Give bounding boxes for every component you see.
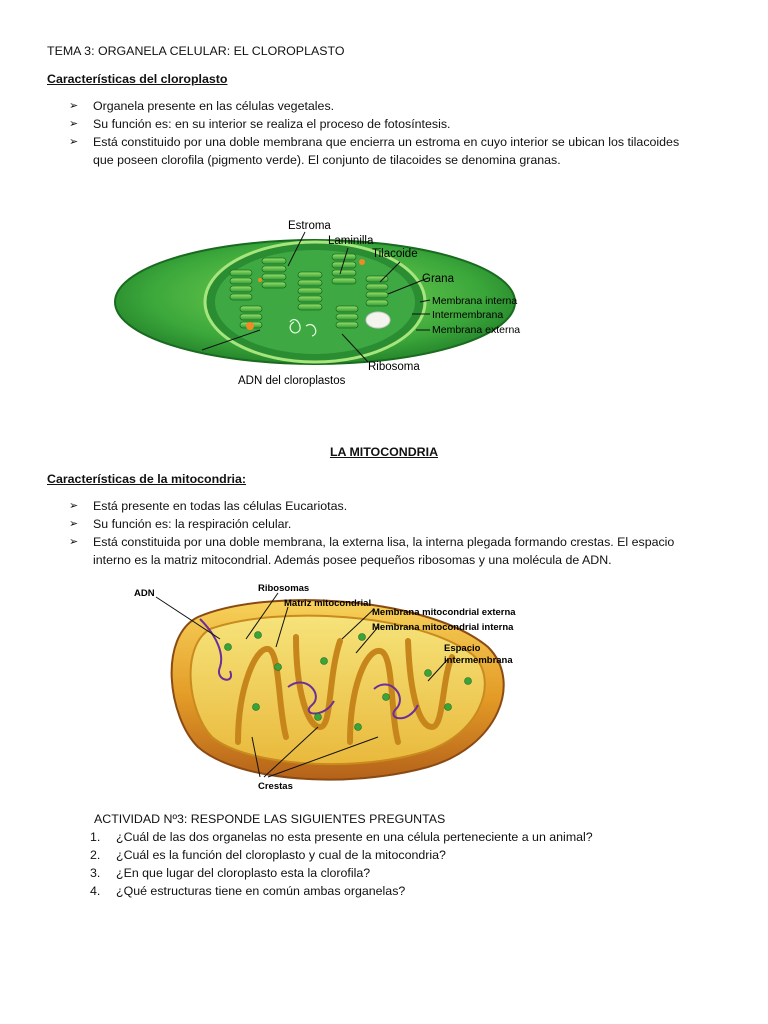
page-title: TEMA 3: ORGANELA CELULAR: EL CLOROPLASTO — [47, 44, 345, 58]
mitochondria-diagram — [128, 577, 548, 802]
label-intermembrana: intermembrana — [444, 655, 513, 666]
mitochondria-heading: Características de la mitocondria: — [47, 472, 247, 486]
question-item: 3. ¿En que lugar del cloroplasto esta la clorofila? — [90, 866, 371, 880]
label-crestas: Crestas — [258, 781, 293, 792]
matrix — [191, 616, 485, 765]
label-intermembrana: Intermembrana — [432, 309, 504, 321]
chloroplast-bullet-list — [47, 97, 747, 169]
question-list — [90, 828, 730, 900]
label-ribosoma: Ribosoma — [368, 361, 420, 373]
label-adn: ADN — [134, 588, 155, 599]
chloroplast-diagram — [110, 210, 540, 395]
chloroplast-heading: Características del cloroplasto — [47, 72, 228, 86]
label-grana: Grana — [422, 273, 454, 285]
bullet-arrow-icon: ➢ — [69, 118, 79, 130]
bullet-arrow-icon: ➢ — [69, 136, 79, 148]
bullet-arrow-icon: ➢ — [69, 518, 79, 530]
question-item: 2. ¿Cuál es la función del cloroplasto y cual de la mitocondria? — [90, 848, 446, 862]
label-espacio: Espacio — [444, 643, 481, 654]
label-adn-cloroplasto: ADN del cloroplastos — [238, 375, 346, 387]
label-ribosomas: Ribosomas — [258, 583, 310, 594]
question-item: 4. ¿Qué estructuras tiene en común ambas organelas? — [90, 884, 406, 898]
starch-granule — [366, 312, 390, 328]
label-membrana-interna: Membrana interna — [432, 295, 518, 307]
label-membrana-externa: Membrana mitocondrial externa — [372, 607, 516, 618]
label-membrana-externa: Membrana externa — [432, 324, 521, 336]
bullet-arrow-icon: ➢ — [69, 500, 79, 512]
bullet-arrow-icon: ➢ — [69, 536, 79, 548]
list-item: ➢ Está constituido por una doble membrana que encierra un estroma en cuyo interior se ubican los tilacoides que poseen clorofila (pigmento verde). El conjunto de tilacoides se denomina granas. — [69, 135, 680, 167]
label-tilacoide: Tilacoide — [372, 248, 418, 260]
bullet-arrow-icon: ➢ — [69, 100, 79, 112]
label-matriz-mitocondrial: Matriz mitocondrial — [284, 598, 372, 609]
list-item: ➢ Su función es: en su interior se realiza el proceso de fotosíntesis. — [69, 117, 451, 131]
mitochondria-title: LA MITOCONDRIA — [329, 445, 439, 459]
label-membrana-interna: Membrana mitocondrial interna — [372, 622, 514, 633]
list-item: ➢ Su función es: la respiración celular. — [69, 517, 292, 531]
question-item: 1. ¿Cuál de las dos organelas no esta presente en una célula perteneciente a un animal? — [90, 830, 593, 844]
mitochondria-bullet-list — [47, 497, 747, 569]
list-item: ➢ Está presente en todas las células Eucariotas. — [69, 499, 348, 513]
list-item: ➢ Organela presente en las células vegetales. — [69, 99, 335, 113]
list-item: ➢ Está constituida por una doble membrana, la externa lisa, la interna plegada formando crestas. El espacio interno es la matriz mitocondrial. Además posee pequeños ribosomas y una molécula de ADN. — [69, 535, 675, 567]
label-estroma: Estroma — [288, 220, 331, 232]
label-laminilla: Laminilla — [328, 235, 374, 247]
activity-title: ACTIVIDAD Nº3: RESPONDE LAS SIGUIENTES PREGUNTAS — [94, 812, 446, 826]
